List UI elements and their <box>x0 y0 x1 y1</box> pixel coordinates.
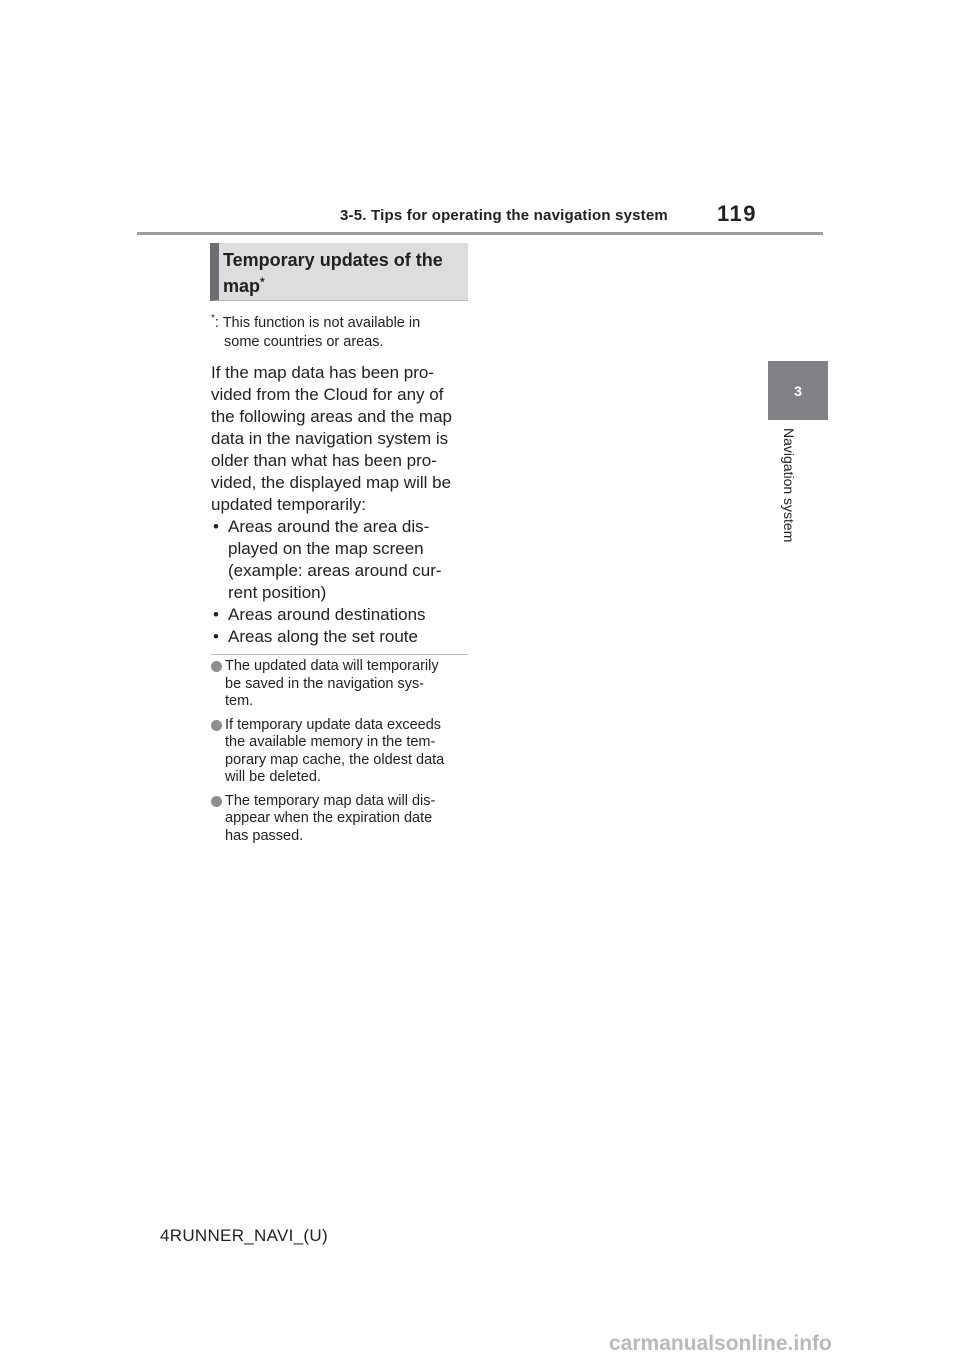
note-line: If temporary update data exceeds <box>225 716 442 733</box>
bullet-list <box>211 516 473 648</box>
note-line: The temporary map data will dis- <box>225 792 436 809</box>
note-item <box>211 658 469 711</box>
list-item-line: Areas around destinations <box>228 605 426 624</box>
list-item-line: Areas around the area dis- <box>228 517 430 536</box>
footnote-line1: : This function is not available in <box>214 314 421 331</box>
note-item <box>211 793 469 846</box>
body-line: vided, the displayed map will be <box>211 473 452 492</box>
body-line: If the map data has been pro- <box>211 363 435 382</box>
note-line: will be deleted. <box>225 769 321 785</box>
footnote <box>211 309 469 352</box>
footnote-line2: some countries or areas. <box>224 333 384 350</box>
chapter-number: 3 <box>794 382 802 399</box>
header-divider <box>137 232 823 235</box>
note-line: tem. <box>225 693 254 709</box>
note-line: The updated data will temporarily <box>225 658 439 674</box>
bullet-circle-icon <box>211 720 222 731</box>
body-line: the following areas and the map <box>211 407 452 426</box>
note-item <box>211 717 469 787</box>
note-line: appear when the expiration date <box>225 810 433 826</box>
heading-asterisk: * <box>260 275 265 289</box>
chapter-label: Navigation system <box>781 428 797 543</box>
notes-divider <box>211 654 468 655</box>
list-item-line: (example: areas around cur- <box>228 561 442 580</box>
section-heading-line1: Temporary updates of the <box>223 250 443 270</box>
chapter-tab <box>768 361 828 420</box>
list-item <box>211 626 473 648</box>
body-line: vided from the Cloud for any of <box>211 385 444 404</box>
note-line: be saved in the navigation sys- <box>225 675 425 692</box>
note-line: porary map cache, the oldest data <box>225 751 445 768</box>
watermark: carmanualsonline.info <box>609 1332 832 1355</box>
section-heading-line2: map <box>223 276 261 296</box>
body-line: updated temporarily: <box>211 495 366 514</box>
page-number: 119 <box>717 201 757 226</box>
section-heading <box>210 243 468 301</box>
body-line: older than what has been pro- <box>211 451 437 470</box>
list-item-line: rent position) <box>228 583 327 602</box>
footnote-asterisk: * <box>211 313 215 324</box>
body-line: data in the navigation system is <box>211 429 449 448</box>
note-line: the available memory in the tem- <box>225 734 436 750</box>
list-item-line: Areas along the set route <box>228 627 418 646</box>
note-line: has passed. <box>225 827 304 844</box>
bullet-circle-icon <box>211 661 222 672</box>
bullet-circle-icon <box>211 796 222 807</box>
notes-list <box>211 658 469 851</box>
header-section-title: 3-5. Tips for operating the navigation system <box>340 207 668 224</box>
document-code: 4RUNNER_NAVI_(U) <box>160 1226 328 1245</box>
list-item <box>211 516 473 604</box>
list-item <box>211 604 473 626</box>
list-item-line: played on the map screen <box>228 539 424 558</box>
body-text <box>211 362 473 648</box>
